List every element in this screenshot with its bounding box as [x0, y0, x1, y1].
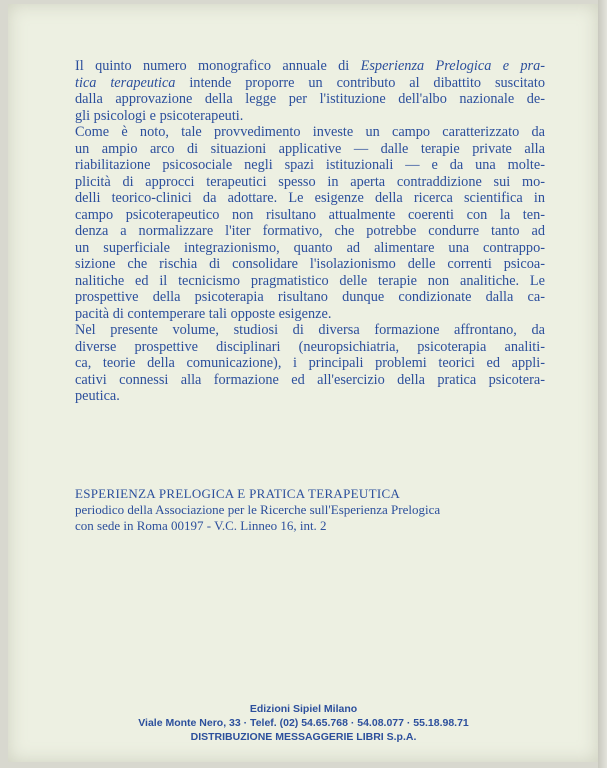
text-line: gli psicologi e psicoterapeuti. — [75, 107, 244, 124]
text-line: nalitiche ed il tecnicismo pragmatistico delle terapie non analitiche. Le — [75, 272, 545, 289]
distributor: DISTRIBUZIONE MESSAGGERIE LIBRI S.p.A. — [190, 731, 417, 743]
text-line: Nel presente volume, studiosi di diversa formazione affrontano, da — [75, 322, 545, 338]
text-line: dalla approvazione della legge per l'istituzione dell'albo nazionale de- — [75, 91, 545, 107]
journal-title: ESPERIENZA PRELOGICA E PRATICA TERAPEUTICA — [75, 486, 401, 501]
text-line: delli teorico-clinici da adottare. Le esigenze della ricerca scientifica in — [75, 190, 545, 206]
text-line: Come è noto, tale provvedimento investe un campo caratterizzato da — [75, 124, 545, 140]
publisher-address: Viale Monte Nero, 33 · Telef. (02) 54.65.768 · 54.08.077 · 55.18.98.71 — [138, 717, 469, 729]
text-line: denza a normalizzare l'iter formativo, che potrebbe condurre tanto ad — [75, 223, 545, 239]
text-line: Il quinto numero monografico annuale di Esperienza Prelogica e pra- — [75, 58, 545, 74]
text-line: sizione che rischia di consolidare l'isolazionismo delle correnti psicoa- — [75, 256, 545, 272]
text-line: un ampio arco di situazioni applicative — dalle terapie private alla — [75, 140, 545, 157]
publisher-info — [0, 702, 607, 744]
text-line: campo psicoterapeutico non risultano attualmente coerenti con la ten- — [75, 206, 545, 223]
text-line: plicità di approcci terapeutici spesso in aperta contraddizione sui mo- — [75, 173, 545, 190]
journal-description: periodico della Associazione per le Ricerche sull'Esperienza Prelogica — [75, 502, 441, 517]
text-line: pacità di contemperare tali opposte esigenze. — [75, 305, 332, 322]
text-line: peutica. — [75, 388, 120, 404]
text-line: cativi connessi alla formazione ed all'esercizio della pratica psicotera- — [75, 371, 545, 388]
text-line: prospettive della psicoterapia risultano dunque condizionate dalla ca- — [75, 289, 545, 305]
description-text — [75, 58, 545, 405]
book-edge — [598, 0, 607, 768]
journal-address: con sede in Roma 00197 - V.C. Linneo 16, int. 2 — [75, 518, 327, 533]
journal-info — [75, 486, 440, 534]
text-line: diverse prospettive disciplinari (neuropsichiatria, psicoterapia analiti- — [75, 338, 545, 355]
text-line: riabilitazione psicosociale negli spazi istituzionali — e da una molte- — [75, 157, 545, 173]
text-line: tica terapeutica intende proporre un contributo al dibattito suscitato — [75, 74, 545, 91]
text-line: ca, teorie della comunicazione), i principali problemi teorici ed appli- — [75, 355, 545, 371]
text-line: un superficiale integrazionismo, quanto ad alimentare una contrappo- — [75, 239, 545, 256]
publisher-name: Edizioni Sipiel Milano — [249, 703, 358, 715]
